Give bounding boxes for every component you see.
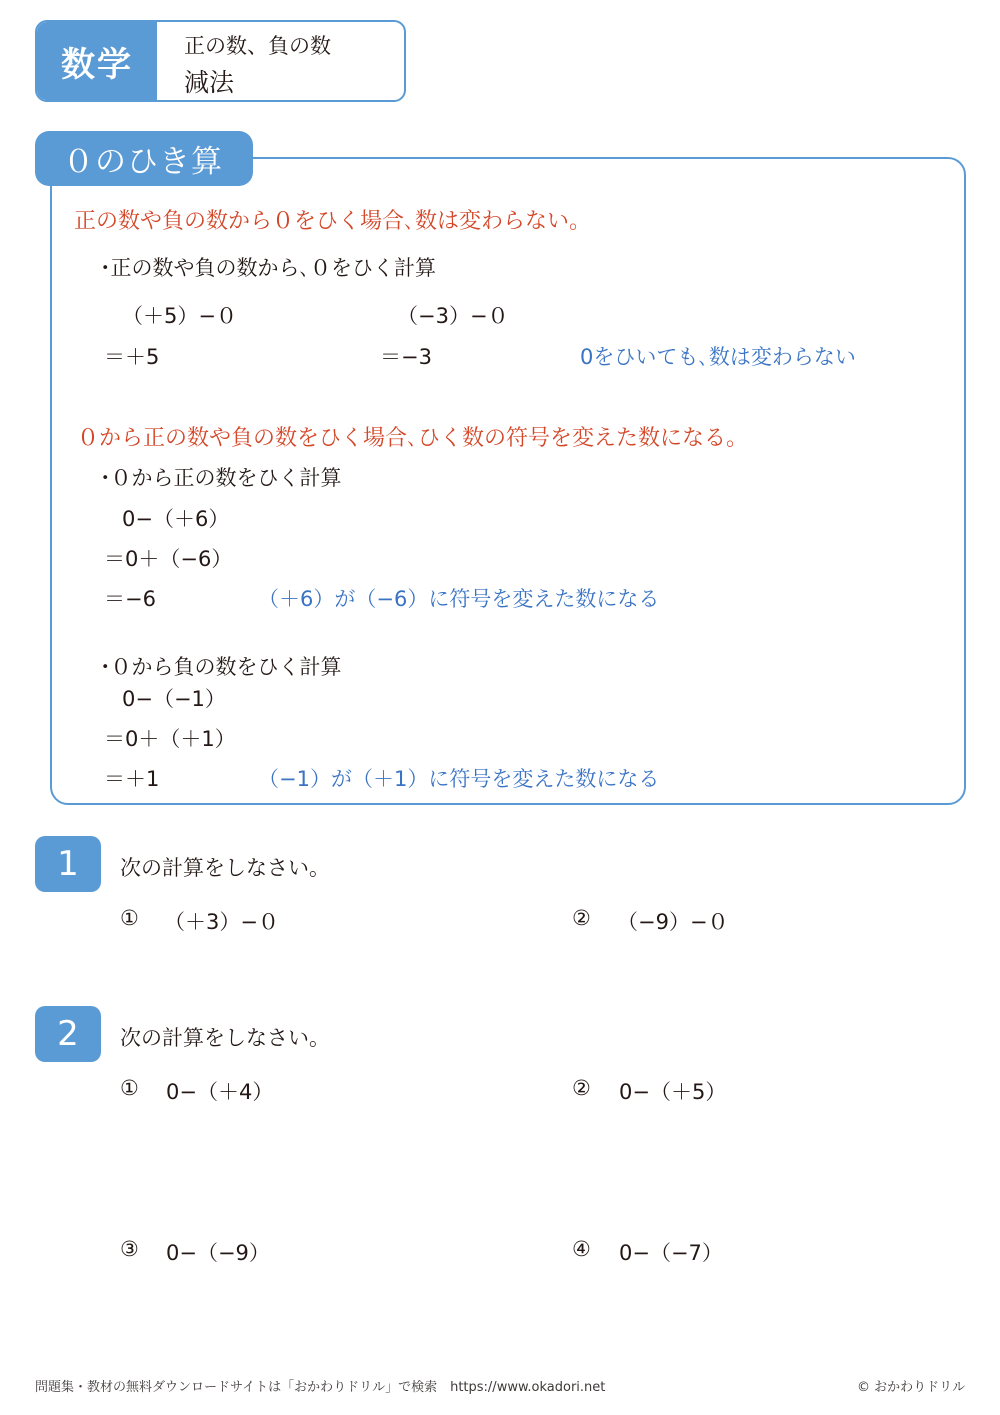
example-heading-3: ･０から負の数をひく計算 — [100, 655, 342, 679]
problem-item-label: ① — [120, 906, 139, 930]
rule-2: ０から正の数や負の数をひく場合､ひく数の符号を変えた数になる。 — [77, 426, 749, 451]
problem-instruction: 次の計算をしなさい。 — [120, 1026, 330, 1050]
note-2: （＋6）が（−6）に符号を変えた数になる — [258, 587, 660, 611]
example-4-line-2: ＝0＋（＋1） — [104, 727, 236, 751]
problem-instruction: 次の計算をしなさい。 — [120, 856, 330, 880]
topic-line-1: 正の数、負の数 — [184, 34, 331, 58]
problem-item-label: ② — [572, 906, 591, 930]
example-4-line-1: 0−（−1） — [122, 687, 226, 711]
problem-item-expression: 0−（−9） — [166, 1241, 270, 1265]
problem-item-expression: （＋3）−０ — [164, 910, 279, 934]
note-1: 0をひいても､数は変わらない — [580, 345, 856, 369]
example-2-line-2: ＝−3 — [380, 345, 432, 369]
example-2-line-1: （−3）−０ — [397, 304, 509, 328]
topic-line-2: 減法 — [184, 68, 235, 97]
problem-item-label: ③ — [120, 1237, 139, 1261]
explanation-title: ０のひき算 — [35, 131, 253, 186]
example-3-line-2: ＝0＋（−6） — [104, 547, 233, 571]
subject-label: 数学 — [37, 22, 157, 100]
worksheet-header — [35, 20, 406, 102]
rule-1: 正の数や負の数から０をひく場合､数は変わらない。 — [74, 209, 592, 234]
example-1-line-1: （＋5）−０ — [122, 304, 237, 328]
example-1-line-2: ＝＋5 — [104, 345, 160, 369]
footer-copyright: © おかわりドリル — [857, 1380, 966, 1395]
problem-item-label: ① — [120, 1076, 139, 1100]
problem-item-label: ④ — [572, 1237, 591, 1261]
note-3: （−1）が（＋1）に符号を変えた数になる — [258, 767, 660, 791]
example-heading-2: ･０から正の数をひく計算 — [100, 466, 342, 490]
problem-number-badge: 2 — [35, 1006, 101, 1062]
problem-item-expression: 0−（＋5） — [619, 1080, 727, 1104]
problem-item-label: ② — [572, 1076, 591, 1100]
example-3-line-3: ＝−6 — [104, 587, 156, 611]
problem-item-expression: 0−（＋4） — [166, 1080, 274, 1104]
problem-item-expression: 0−（−7） — [619, 1241, 723, 1265]
problem-item-expression: （−9）−０ — [617, 910, 729, 934]
example-4-line-3: ＝＋1 — [104, 767, 160, 791]
problem-number-badge: 1 — [35, 836, 101, 892]
example-heading-1: ･正の数や負の数から､０をひく計算 — [100, 256, 436, 280]
example-3-line-1: 0−（＋6） — [122, 507, 230, 531]
footer-site-note: 問題集・教材の無料ダウンロードサイトは「おかわりドリル」で検索 https://www.okadori.net — [35, 1380, 606, 1395]
